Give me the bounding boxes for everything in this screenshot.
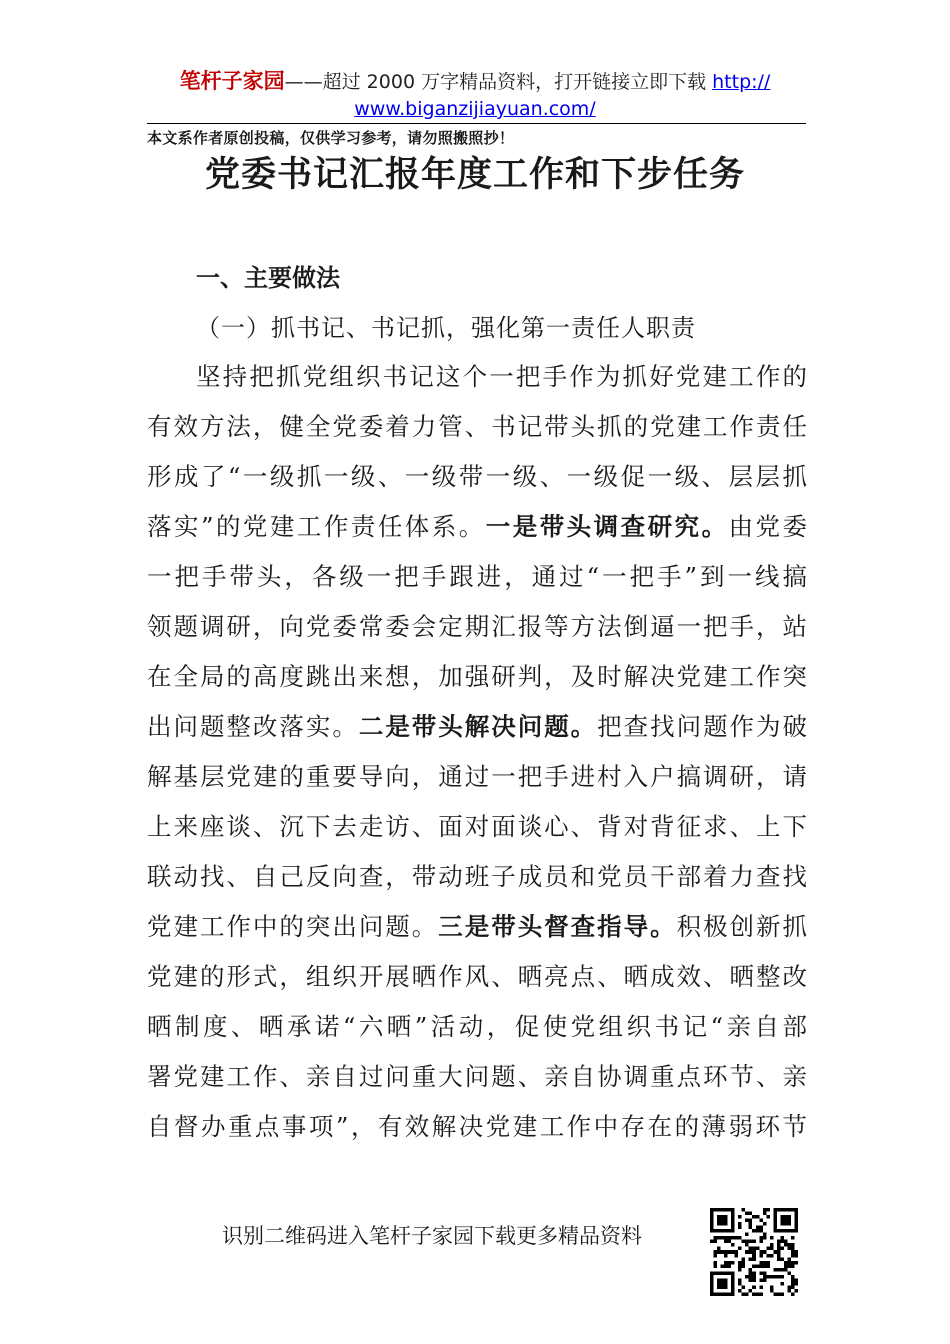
emphasis-text: 三是带头督查指导。 <box>438 912 677 941</box>
header-tagline: ——超过 2000 万字精品资料，打开链接立即下载 <box>284 71 713 93</box>
text-line <box>147 752 807 802</box>
download-link-part1[interactable]: http:// <box>712 71 771 93</box>
text-run: 晒制度、晒承诺“六晒”活动，促使党组织书记“亲自部 <box>147 1012 807 1041</box>
text-line <box>147 602 807 652</box>
text-line <box>147 702 807 752</box>
emphasis-text: 一是带头调查研究。 <box>485 512 729 541</box>
text-run: 联动找、自己反向查，带动班子成员和党员干部着力查找 <box>147 862 807 891</box>
text-run: 自督办重点事项”，有效解决党建工作中存在的薄弱环节 <box>147 1112 807 1141</box>
text-line <box>147 652 807 702</box>
text-line <box>147 502 807 552</box>
text-run: 领题调研，向党委常委会定期汇报等方法倒逼一把手，站 <box>147 612 807 641</box>
text-run: 由党委 <box>728 512 808 541</box>
text-run: 署党建工作、亲自过问重大问题、亲自协调重点环节、亲 <box>147 1062 807 1091</box>
header-divider <box>147 123 806 124</box>
text-run: 上来座谈、沉下去走访、面对面谈心、背对背征求、上下 <box>147 812 807 841</box>
text-run: 有效方法，健全党委着力管、书记带头抓的党建工作责任 <box>147 412 807 441</box>
text-line <box>147 1052 807 1102</box>
qr-caption: 识别二维码进入笔杆子家园下载更多精品资料 <box>222 1224 642 1248</box>
text-line <box>147 402 807 452</box>
text-line <box>147 452 807 502</box>
text-line <box>147 1002 807 1052</box>
download-link-part2[interactable]: www.biganzijiayuan.com/ <box>354 98 596 120</box>
qr-code-icon[interactable] <box>710 1208 798 1296</box>
copyright-notice: 本文系作者原创投稿，仅供学习参考，请勿照搬照抄！ <box>147 129 515 147</box>
text-run: 积极创新抓 <box>676 912 808 941</box>
site-header <box>0 68 950 123</box>
text-run: 党建的形式，组织开展晒作风、晒亮点、晒成效、晒整改 <box>147 962 807 991</box>
text-line <box>147 952 807 1002</box>
text-run: 形成了“一级抓一级、一级带一级、一级促一级、层层抓 <box>147 462 807 491</box>
brand-name: 笔杆子家园 <box>179 69 285 93</box>
text-line <box>147 852 807 902</box>
document-title: 党委书记汇报年度工作和下步任务 <box>204 154 745 195</box>
text-line <box>147 902 807 952</box>
text-run: 解基层党建的重要导向，通过一把手进村入户搞调研，请 <box>147 762 807 791</box>
text-run: 出问题整改落实。 <box>147 712 359 741</box>
section-heading: 一、主要做法 <box>196 264 340 292</box>
text-line <box>147 552 807 602</box>
body-paragraph <box>147 352 807 1152</box>
text-line <box>147 802 807 852</box>
text-run: 在全局的高度跳出来想，加强研判，及时解决党建工作突 <box>147 662 807 691</box>
text-run: 党建工作中的突出问题。 <box>147 912 439 941</box>
text-run: 把查找问题作为破 <box>597 712 808 741</box>
text-run: 坚持把抓党组织书记这个一把手作为抓好党建工作的 <box>196 362 807 391</box>
subsection-heading: （一）抓书记、书记抓，强化第一责任人职责 <box>196 314 696 342</box>
text-line <box>147 1102 807 1152</box>
text-line <box>147 352 807 402</box>
header-line-1 <box>0 68 950 96</box>
header-line-2 <box>0 96 950 123</box>
text-run: 一把手带头，各级一把手跟进，通过“一把手”到一线搞 <box>147 562 807 591</box>
text-run: 落实”的党建工作责任体系。 <box>147 512 486 541</box>
emphasis-text: 二是带头解决问题。 <box>358 712 598 741</box>
